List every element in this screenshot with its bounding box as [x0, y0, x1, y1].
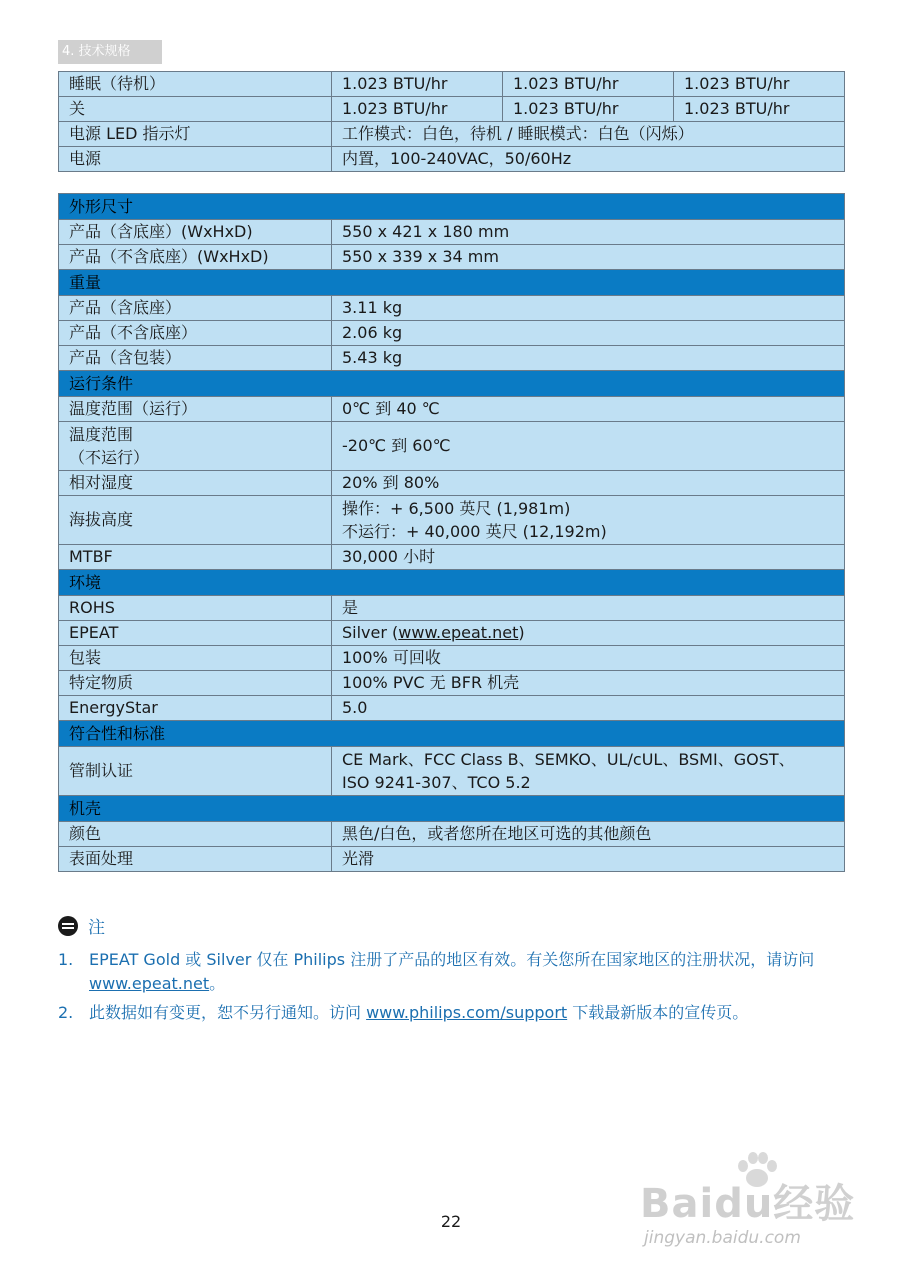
table-row: [59, 596, 845, 621]
table-row: [59, 471, 845, 496]
section-label: 4. 技术规格: [58, 40, 162, 64]
table-row: [59, 72, 845, 97]
table-row: [59, 397, 845, 422]
table-row: [59, 847, 845, 872]
section-header-label: 机壳: [59, 796, 845, 822]
section-header-label: 环境: [59, 570, 845, 596]
cell-value: [332, 747, 845, 796]
cell-value: 2.06 kg: [332, 321, 845, 346]
row-label: 管制认证: [59, 747, 332, 796]
cell-value-line: 操作：+ 6,500 英尺 (1,981m): [342, 499, 571, 518]
row-label: MTBF: [59, 545, 332, 570]
table-row: [59, 321, 845, 346]
section-header-operating: [59, 371, 845, 397]
note-text-part: 此数据如有变更，恕不另行通知。访问: [89, 1003, 367, 1022]
cell-value: 1.023 BTU/hr: [332, 72, 503, 97]
watermark-url: jingyan.baidu.com: [644, 1228, 801, 1248]
cell-value: 1.023 BTU/hr: [332, 97, 503, 122]
table-row: [59, 671, 845, 696]
cell-value: 20% 到 80%: [332, 471, 845, 496]
table-row: [59, 545, 845, 570]
page-number: 22: [440, 1212, 462, 1231]
epeat-link[interactable]: www.epeat.net: [398, 623, 519, 642]
row-label: 产品（含底座）: [59, 296, 332, 321]
table-row: [59, 747, 845, 796]
note-text: [89, 1001, 858, 1025]
note-number: 2.: [58, 1003, 74, 1022]
table-row: [59, 496, 845, 545]
note-text: [89, 948, 858, 996]
table-row: [59, 346, 845, 371]
watermark-logo: Baidu经验: [640, 1181, 856, 1227]
cell-value: 100% PVC 无 BFR 机壳: [332, 671, 845, 696]
cell-value: 30,000 小时: [332, 545, 845, 570]
row-label: 特定物质: [59, 671, 332, 696]
cell-value: 光滑: [332, 847, 845, 872]
cell-value: [332, 621, 845, 646]
cell-value: 1.023 BTU/hr: [503, 97, 674, 122]
cell-value-line: 不运行：+ 40,000 英尺 (12,192m): [342, 522, 607, 541]
section-header-label: 外形尺寸: [59, 194, 845, 220]
epeat-suffix: ): [518, 623, 525, 642]
cell-value: 内置，100-240VAC，50/60Hz: [332, 147, 845, 172]
row-label: 电源: [59, 147, 332, 172]
cell-value: 100% 可回收: [332, 646, 845, 671]
note-text-part: 下载最新版本的宣传页。: [567, 1003, 749, 1022]
table-row: [59, 245, 845, 270]
row-label: 产品（含包装）: [59, 346, 332, 371]
philips-support-link[interactable]: www.philips.com/support: [366, 1003, 568, 1022]
cell-value: 550 x 421 x 180 mm: [332, 220, 845, 245]
cell-value: 是: [332, 596, 845, 621]
row-label: 温度范围（运行）: [59, 397, 332, 422]
cell-value: 工作模式：白色，待机 / 睡眠模式：白色（闪烁）: [332, 122, 845, 147]
section-header-weight: [59, 270, 845, 296]
row-label: 电源 LED 指示灯: [59, 122, 332, 147]
power-spec-table: [58, 71, 845, 172]
row-label: 包装: [59, 646, 332, 671]
row-label-line: 温度范围: [69, 425, 134, 444]
baidu-watermark: [640, 1150, 880, 1260]
row-label: 颜色: [59, 822, 332, 847]
note-text-part: EPEAT Gold 或 Silver 仅在 Philips 注册了产品的地区有效。有关您所在国家地区的注册状况，请访问: [89, 950, 815, 969]
table-row: [59, 296, 845, 321]
notes-list: [58, 948, 858, 1030]
table-row: [59, 621, 845, 646]
cell-value: 0℃ 到 40 ℃: [332, 397, 845, 422]
section-header-label: 运行条件: [59, 371, 845, 397]
epeat-prefix: Silver (: [342, 623, 399, 642]
row-label: 海拔高度: [59, 496, 332, 545]
cell-value: [332, 496, 845, 545]
row-label: 产品（不含底座）(WxHxD): [59, 245, 332, 270]
cell-value: 1.023 BTU/hr: [674, 97, 845, 122]
physical-spec-table: [58, 193, 845, 872]
row-label: EnergyStar: [59, 696, 332, 721]
list-item: [58, 948, 858, 996]
table-row: [59, 122, 845, 147]
cell-value: 1.023 BTU/hr: [674, 72, 845, 97]
section-header-dimensions: [59, 194, 845, 220]
row-label: ROHS: [59, 596, 332, 621]
cell-value: 5.0: [332, 696, 845, 721]
cell-value: 黑色/白色，或者您所在地区可选的其他颜色: [332, 822, 845, 847]
row-label: [59, 422, 332, 471]
note-number: 1.: [58, 950, 74, 969]
table-row: [59, 97, 845, 122]
row-label: 产品（含底座）(WxHxD): [59, 220, 332, 245]
table-row: [59, 220, 845, 245]
row-label: 相对湿度: [59, 471, 332, 496]
table-row: [59, 646, 845, 671]
table-row: [59, 422, 845, 471]
table-row: [59, 696, 845, 721]
section-header-environment: [59, 570, 845, 596]
note-heading: [58, 913, 105, 938]
table-row: [59, 147, 845, 172]
epeat-note-link[interactable]: www.epeat.net: [89, 974, 210, 993]
row-label: EPEAT: [59, 621, 332, 646]
note-heading-label: 注: [88, 918, 105, 938]
section-header-compliance: [59, 721, 845, 747]
cell-value: 5.43 kg: [332, 346, 845, 371]
list-item: [58, 1001, 858, 1025]
cell-value: 3.11 kg: [332, 296, 845, 321]
row-label: 产品（不含底座）: [59, 321, 332, 346]
section-header-label: 重量: [59, 270, 845, 296]
cell-value-line: ISO 9241-307、TCO 5.2: [342, 773, 531, 792]
note-icon: [58, 916, 78, 936]
cell-value: 1.023 BTU/hr: [503, 72, 674, 97]
section-header-label: 符合性和标准: [59, 721, 845, 747]
row-label: 关: [59, 97, 332, 122]
note-text-part: 。: [209, 974, 226, 993]
cell-value: -20℃ 到 60℃: [332, 422, 845, 471]
row-label: 睡眠（待机）: [59, 72, 332, 97]
table-row: [59, 822, 845, 847]
cell-value-line: CE Mark、FCC Class B、SEMKO、UL/cUL、BSMI、GOST、: [342, 750, 795, 769]
cell-value: 550 x 339 x 34 mm: [332, 245, 845, 270]
row-label: 表面处理: [59, 847, 332, 872]
row-label-line: （不运行）: [69, 448, 150, 467]
section-header-cabinet: [59, 796, 845, 822]
